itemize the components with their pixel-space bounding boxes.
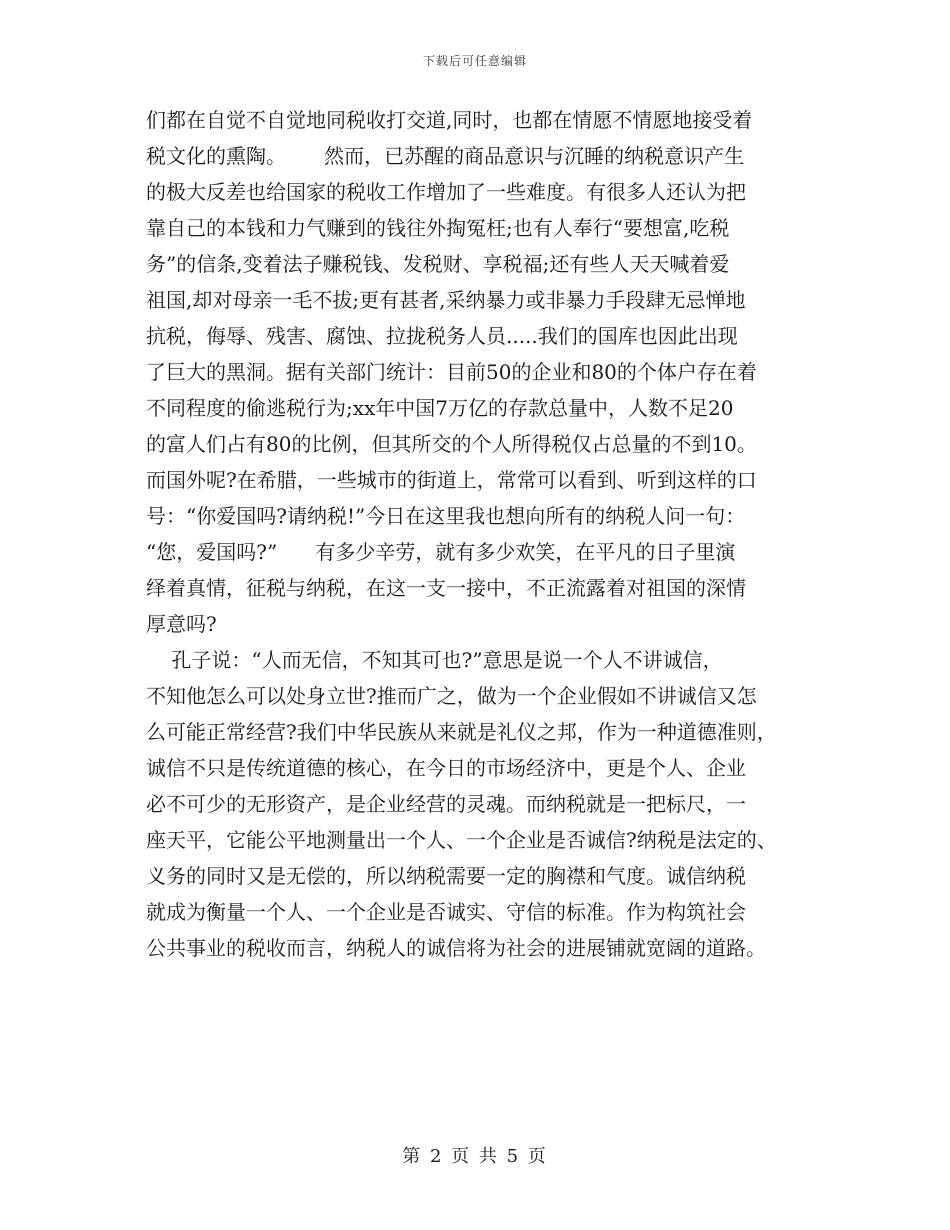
text-line: 不知他怎么可以处身立世?推而广之，做为一个企业假如不讲诚信又怎 [146, 684, 757, 708]
document-body [146, 102, 836, 966]
text-line: 号：“你爱国吗?请纳税!”今日在这里我也想向所有的纳税人问一句： [146, 504, 746, 528]
text-line: 就成为衡量一个人、一个企业是否诚实、守信的标准。作为构筑社会 [146, 900, 746, 924]
text-line: 而国外呢?在希腊，一些城市的街道上，常常可以看到、听到这样的口 [146, 468, 757, 492]
text-line: “您，爱国吗?” 有多少辛劳，就有多少欢笑，在平凡的日子里演 [146, 540, 736, 564]
text-line: 抗税，侮辱、残害、腐蚀、拉拢税务人员.....我们的国库也因此出现 [146, 324, 738, 348]
text-line: 公共事业的税收而言，纳税人的诚信将为社会的进展铺就宽阔的道路。 [146, 936, 766, 960]
text-line: 务”的信条,变着法子赚税钱、发税财、享税福;还有些人天天喊着爱 [146, 252, 730, 276]
text-line: 义务的同时又是无偿的，所以纳税需要一定的胸襟和气度。诚信纳税 [146, 864, 746, 888]
text-line: 税文化的熏陶。 然而，已苏醒的商品意识与沉睡的纳税意识产生 [146, 144, 745, 168]
paragraph-2 [146, 642, 836, 966]
text-line: 的富人们占有80的比例，但其所交的个人所得税仅占总量的不到10。 [146, 432, 757, 456]
text-line: 靠自己的本钱和力气赚到的钱往外掏冤枉;也有人奉行“要想富,吃税 [146, 216, 730, 240]
text-line: 的极大反差也给国家的税收工作增加了一些难度。有很多人还认为把 [146, 180, 746, 204]
text-line: 绎着真情，征税与纳税，在这一支一接中，不正流露着对祖国的深情 [146, 576, 746, 600]
text-line: 了巨大的黑洞。据有关部门统计：目前50的企业和80的个体户存在着 [146, 360, 757, 384]
text-line: 必不可少的无形资产，是企业经营的灵魂。而纳税就是一把标尺，一 [146, 792, 746, 816]
page-number-footer: 第 2 页 共 5 页 [402, 1146, 548, 1167]
text-line: 座天平，它能公平地测量出一个人、一个企业是否诚信?纳税是法定的、 [146, 828, 777, 852]
text-line: 不同程度的偷逃税行为;xx年中国7万亿的存款总量中，人数不足20 [146, 396, 734, 420]
text-line: 孔子说：“人而无信，不知其可也?”意思是说一个人不讲诚信， [146, 648, 723, 672]
text-line: 厚意吗? [146, 612, 217, 636]
page-header: 下载后可任意编辑 [422, 54, 527, 68]
text-line: 们都在自觉不自觉地同税收打交道,同时，也都在情愿不情愿地接受着 [146, 108, 753, 132]
text-line: 么可能正常经营?我们中华民族从来就是礼仪之邦，作为一种道德准则， [146, 720, 777, 744]
paragraph-1 [146, 102, 836, 642]
text-line: 祖国,却对母亲一毛不拔;更有甚者,采纳暴力或非暴力手段肆无忌惮地 [146, 288, 746, 312]
text-line: 诚信不只是传统道德的核心，在今日的市场经济中，更是个人、企业 [146, 756, 746, 780]
